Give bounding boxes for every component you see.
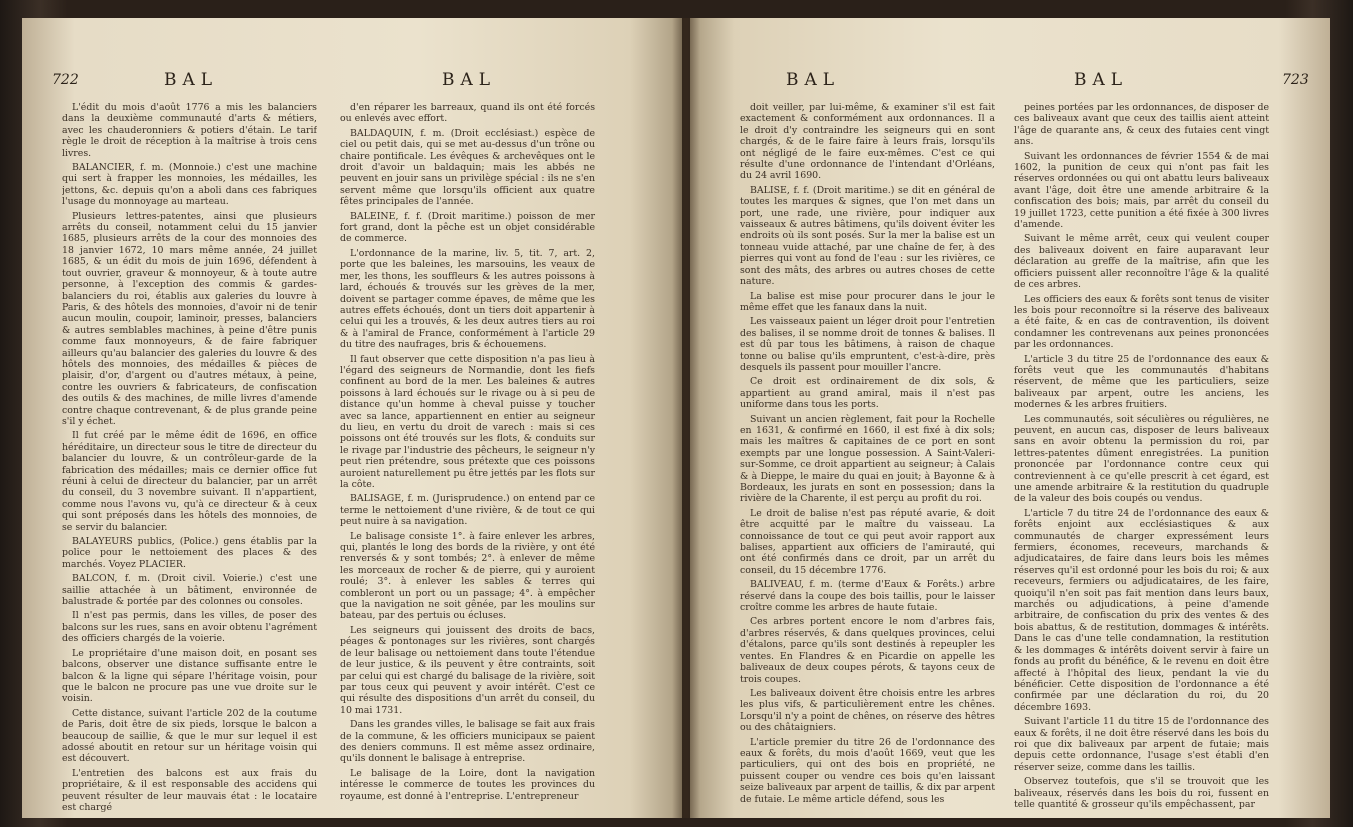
right-page-column-1 <box>740 102 995 818</box>
paragraph: d'en réparer les barreaux, quand ils ont été forcés ou enlevés avec effort. <box>340 102 595 125</box>
paragraph: BALEINE, f. f. (Droit maritime.) poisson de mer fort grand, dont la pêche est un objet considérable de commerce. <box>340 210 595 245</box>
paragraph: Les vaisseaux paient un léger droit pour l'entretien des balises, il se nomme droit de tonnes & balises. Il est dû par tous les bâtimens, à raison de chaque tonne ou balise qu'ils empruntent, c'est-à-dire, près desquels ils passent pour mouiller l'ancre. <box>740 316 995 373</box>
paragraph: Plusieurs lettres-patentes, ainsi que plusieurs arrêts du conseil, notamment celui du 15 janvier 1685, plusieurs arrêts de la cour des monnoies des 18 janvier 1672, 10 mars même année, 24 juillet 1685, & un édit du mois de juin 1696, défendent à tout ouvrier, graveur & monnoyeur, & à toute autre personne, à l'exception des commis & gardes-balanciers du roi, établis aux galeries du louvre à Paris, & des hôtels des monnoies, d'avoir ni de tenir aucun moulin, coupoir, laminoir, presses, balanciers & autres semblables machines, à peine d'être punis comme faux monnoyeurs, & de faire fabriquer ailleurs qu'au balancier des galeries du louvre & des hôtels des monnoies, des médailles & pièces de plaisir, d'or, d'argent ou d'autres métaux, à peine, contre les ouvriers & fabricateurs, de confiscation des outils & des machines, de mille livres d'amende contre chaque contrevenant, & de plus grande peine s'il y échet. <box>62 210 317 427</box>
paragraph: Il faut observer que cette disposition n'a pas lieu à l'égard des seigneurs de Normandie, dont les fiefs confinent au bord de la mer. Les baleines & autres poissons à lard échoués sur le rivage ou à si peu de distance qu'un homme à cheval puisse y toucher avec sa lance, appartiennent en entier au seigneur du lieu, en vertu du droit de varech : mais si ces poissons ont été trouvés sur les flots, & conduits sur le rivage par l'industrie des pêcheurs, le seigneur n'y peut rien prétendre, sous prétexte que ces poissons auroient naturellement pu être jettés par les flots sur la côte. <box>340 353 595 490</box>
paragraph: Les seigneurs qui jouissent des droits de bacs, péages & pontonages sur les rivières, sont chargés de leur balisage ou nettoiement dans toute l'étendue de leur justice, & ils peuvent y être contraints, soit par celui qui est chargé du balisage de la rivière, soit par tous ceux qui peuvent y avoir intérêt. C'est ce qui résulte des dispositions d'un arrêt du conseil, du 10 mai 1731. <box>340 624 595 716</box>
paragraph: Observez toutefois, que s'il se trouvoit que les baliveaux, réservés dans les bois du roi, fussent en telle quantité & grosseur qu'ils empêchassent, par <box>1014 776 1269 810</box>
paragraph: BALANCIER, f. m. (Monnoie.) c'est une machine qui sert à frapper les monnoies, les médailles, les jettons, &c. depuis qu'on a aboli dans ces fabriques l'usage du monnoyage au marteau. <box>62 162 317 208</box>
page-number-left: 722 <box>52 72 79 88</box>
paragraph: Le balisage consiste 1°. à faire enlever les arbres, qui, plantés le long des bords de la rivière, y ont été renversés & y sont tombés; 2°. à enlever de même les morceaux de rocher & de pierre, qui y auroient roulé; 3°. à enlever les sables & terres qui combleront un port ou un passage; 4°. à empêcher que la navigation ne soit gênée, par les moulins sur bateau, par des pertuis ou écluses. <box>340 530 595 622</box>
paragraph: BALCON, f. m. (Droit civil. Voierie.) c'est une saillie attachée à un bâtiment, environnée de balustrade & portée par des colonnes ou consoles. <box>62 573 317 608</box>
paragraph: Les communautés, soit séculières ou régulières, ne peuvent, en aucun cas, disposer de leurs baliveaux sans en avoir obtenu la permission du roi, par lettres-patentes dûment enregistrées. La punition prononcée par l'ordonnance contre ceux qui contreviennent à ce qu'elle prescrit à cet égard, est une amende arbitraire & la restitution du quadruple de la valeur des bois coupés ou vendus. <box>1014 413 1269 505</box>
right-page <box>690 18 1330 818</box>
paragraph: BALIVEAU, f. m. (terme d'Eaux & Forêts.) arbre réservé dans la coupe des bois taillis, pour le laisser croître comme les arbres de haute futaie. <box>740 579 995 614</box>
paragraph: Ces arbres portent encore le nom d'arbres fais, d'arbres réservés, & dans quelques provinces, celui d'étalons, parce qu'ils sont destinés à repeupler les ventes. En Flandres & en Picardie on appelle les baliveaux de deux coupes pérots, & tayons ceux de trois coupes. <box>740 616 995 685</box>
left-page-column-2 <box>340 102 595 818</box>
paragraph: BALAYEURS publics, (Police.) gens établis par la police pour le nettoiement des places & des marchés. Voyez PLACIER. <box>62 536 317 570</box>
paragraph: Ce droit est ordinairement de dix sols, & appartient au grand amiral, mais il n'est pas uniforme dans tous les ports. <box>740 376 995 411</box>
left-page <box>22 18 682 818</box>
paragraph: L'article 3 du titre 25 de l'ordonnance des eaux & forêts veut que les communautés d'habitans réservent, de même que les particuliers, seize baliveaux par arpent, outre les anciens, les modernes & les arbres fruitiers. <box>1014 353 1269 411</box>
paragraph: La balise est mise pour procurer dans le jour le même effet que les fanaux dans la nuit. <box>740 290 995 313</box>
book-gutter <box>672 18 700 818</box>
paragraph: Dans les grandes villes, le balisage se fait aux frais de la commune, & les officiers municipaux se paient des deniers communs. Il est même assez ordinaire, qu'ils donnent le balisage à entreprise. <box>340 719 595 765</box>
paragraph: BALISE, f. f. (Droit maritime.) se dit en général de toutes les marques & signes, que l'on met dans un port, une rade, une rivière, pour indiquer aux vaisseaux & autres bâtimens, qu'ils doivent éviter les endroits où ils sont posés. Sur la mer la balise est un tonneau vuide attaché, par une chaîne de fer, à des pierres qui vont au fond de l'eau : sur les rivières, ce sont des mâts, des arbres ou autres choses de cette nature. <box>740 184 995 288</box>
paragraph: Les officiers des eaux & forêts sont tenus de visiter les bois pour reconnoître si la réserve des baliveaux a été faite, & en cas de contravention, ils doivent condamner les contrevenans aux peines prononcées par les ordonnances. <box>1014 293 1269 351</box>
paragraph: L'article premier du titre 26 de l'ordonnance des eaux & forêts, du mois d'août 1669, veut que les particuliers, qui ont des bois en propriété, ne puissent couper ou vendre ces bois qu'en laissant seize baliveaux par arpent de taillis, & dix par arpent de futaie. Le même article défend, sous les <box>740 736 995 805</box>
paragraph: BALISAGE, f. m. (Jurisprudence.) on entend par ce terme le nettoiement d'une rivière, & de tout ce qui peut nuire à sa navigation. <box>340 493 595 528</box>
left-page-column-1 <box>62 102 317 818</box>
paragraph: peines portées par les ordonnances, de disposer de ces baliveaux avant que ceux des taillis aient atteint l'âge de quarante ans, & ceux des futaies cent vingt ans. <box>1014 102 1269 148</box>
paragraph: BALDAQUIN, f. m. (Droit ecclésiast.) espèce de ciel ou petit dais, qui se met au-dessus d'un trône ou chaire pontificale. Les évêques & archevêques ont le droit d'avoir un baldaquin; mais les abbés ne peuvent en jouir sans un privilège spécial : ils ne s'en servent même que lorsqu'ils officient aux quatre fêtes principales de l'année. <box>340 127 595 208</box>
paragraph: L'édit du mois d'août 1776 a mis les balanciers dans la deuxième communauté d'arts & métiers, avec les chauderonniers & potiers d'étain. Le tarif règle le droit de réception à la maîtrise à trois cens livres. <box>62 102 317 159</box>
running-head-left-1: BAL <box>164 70 219 90</box>
right-page-column-2 <box>1014 102 1269 818</box>
paragraph: Les baliveaux doivent être choisis entre les arbres les plus vifs, & particulièrement entre les chênes. Lorsqu'il n'y a point de chênes, on réserve des hêtres ou des châtaigniers. <box>740 687 995 734</box>
paragraph: Le balisage de la Loire, dont la navigation intéresse le commerce de toutes les provinces du royaume, est donné à l'entreprise. L'entrepreneur <box>340 767 595 802</box>
paragraph: L'entretien des balcons est aux frais du propriétaire, & il est responsable des accidens qui peuvent résulter de leur mauvais état : le locataire est chargé <box>62 767 317 813</box>
paragraph: Suivant le même arrêt, ceux qui veulent couper des baliveaux doivent en faire auparavant leur déclaration au greffe de la maîtrise, afin que les officiers puissent aller reconnoître l'âge & la qualité de ces arbres. <box>1014 233 1269 291</box>
paragraph: Il n'est pas permis, dans les villes, de poser des balcons sur les rues, sans en avoir obtenu l'agrément des officiers chargés de la voierie. <box>62 610 317 645</box>
running-head-left-2: BAL <box>442 70 497 90</box>
paragraph: Le droit de balise n'est pas réputé avarie, & doit être acquitté par le maître du vaisseau. La connoissance de tout ce qui peut avoir rapport aux balises, appartient aux officiers de l'amirauté, qui ont été confirmés dans ce droit, par un arrêt du conseil, du 15 décembre 1776. <box>740 507 995 576</box>
paragraph: L'ordonnance de la marine, liv. 5, tit. 7, art. 2, porte que les baleines, les marsouins, les veaux de mer, les thons, les souffleurs & les autres poissons à lard, échoués & trouvés sur les grèves de la mer, doivent se partager comme épaves, de même que les autres effets échoués, dont un tiers doit appartenir à celui qui les a trouvés, & les deux autres tiers au roi & à l'amiral de France, conformément à l'article 29 du titre des naufrages, bris & échouemens. <box>340 247 595 351</box>
paragraph: Cette distance, suivant l'article 202 de la coutume de Paris, doit être de six pieds, lorsque le balcon a beaucoup de saillie, & que le mur sur lequel il est adossé aboutit en retour sur un héritage voisin qui est découvert. <box>62 707 317 765</box>
running-head-right-1: BAL <box>786 70 841 90</box>
paragraph: Suivant l'article 11 du titre 15 de l'ordonnance des eaux & forêts, il ne doit être réservé dans les bois du roi que dix baliveaux par arpent de futaie; mais depuis cette ordonnance, l'usage s'est établi d'en réserver seize, comme dans les taillis. <box>1014 716 1269 773</box>
paragraph: doit veiller, par lui-même, & examiner s'il est fait exactement & conformément aux ordonnances. Il a le droit d'y contraindre les seigneurs qui en sont chargés, & de le faire faire à leurs frais, lorsqu'ils ont négligé de le faire eux-mêmes. C'est ce qui résulte d'une ordonnance de l'intendant d'Orléans, du 24 avril 1690. <box>740 102 995 182</box>
page-number-right: 723 <box>1282 72 1309 88</box>
paragraph: L'article 7 du titre 24 de l'ordonnance des eaux & forêts enjoint aux ecclésiastiques & aux communautés de charger expressément leurs fermiers, économes, receveurs, marchands & adjudicataires, de faire dans leurs bois les mêmes réserves qu'il est ordonné pour les bois du roi; & aux receveurs, fermiers ou adjudicataires, de les faire, quoiqu'il n'en soit pas fait mention dans leurs baux, marchés ou adjudications, à peine d'amende arbitraire, de confiscation du prix des ventes & des bois abattus, & de restitution, dommages & intérêts. Dans le cas d'une telle condamnation, la restitution & les dommages & intérêts doivent servir à faire un fonds au profit du bénéfice, & le revenu en doit être affecté à l'hôpital des lieux, pendant la vie du bénéficier. Cette disposition de l'ordonnance a été confirmée par une déclaration du roi, du 20 décembre 1693. <box>1014 507 1269 713</box>
running-head-right-2: BAL <box>1074 70 1129 90</box>
paragraph: Le propriétaire d'une maison doit, en posant ses balcons, observer une distance suffisante entre le balcon & la ligne qui sépare l'héritage voisin, pour que le balcon ne procure pas une vue droite sur le voisin. <box>62 647 317 705</box>
paragraph: Suivant les ordonnances de février 1554 & de mai 1602, la punition de ceux qui n'ont pas fait les réserves ordonnées ou qui ont abattu leurs baliveaux avant l'âge, doit être une amende arbitraire & la confiscation des bois; mais, par arrêt du conseil du 19 juillet 1723, cette punition a été fixée à 300 livres d'amende. <box>1014 150 1269 231</box>
paragraph: Suivant un ancien règlement, fait pour la Rochelle en 1631, & confirmé en 1660, il est fixé à dix sols; mais les maîtres & capitaines de ce port en sont exempts par une longue possession. A Saint-Valeri-sur-Somme, ce droit appartient au seigneur; à Calais & à Dieppe, le maire du quai en jouit; à Bayonne & à Bordeaux, les jurats en sont en possession; dans la rivière de la Charente, il est perçu au profit du roi. <box>740 413 995 505</box>
paragraph: Il fut créé par le même édit de 1696, en office héréditaire, un directeur sous le titre de directeur du balancier du louvre, & un contrôleur-garde de la fabrication des médailles; mais ce dernier office fut réuni à celui de directeur du balancier, par un arrêt du conseil, du 3 novembre suivant. Il n'appartient, comme nous l'avons vu, qu'à ce directeur & à ceux qui sont préposés dans les hôtels des monnoies, de se servir du balancier. <box>62 430 317 533</box>
